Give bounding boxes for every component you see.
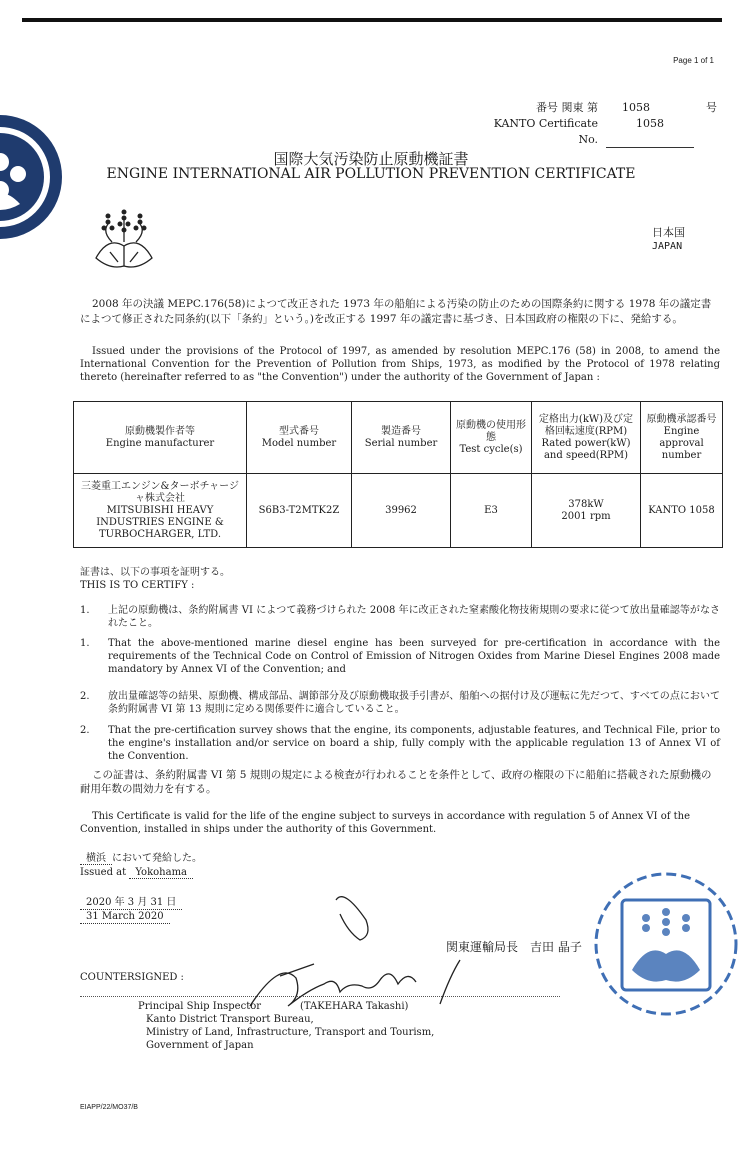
certify-item-1-jp: 1. 上記の原動機は、条約附属書 VI によつて義務づけられた 2008 年に改正された窒素酸化物技術規則の要求に従つて放出量確認等がなされたこと。 bbox=[80, 605, 720, 629]
certificate-number bbox=[478, 100, 717, 148]
top-rule bbox=[22, 18, 722, 22]
table-header: 製造番号 Serial number bbox=[352, 402, 451, 474]
country-en: JAPAN bbox=[652, 241, 683, 252]
cert-no-jp-label: 番号 関東 第 bbox=[536, 101, 598, 114]
cert-no-en-value: 1058 bbox=[606, 116, 694, 148]
form-code: EIAPP/22/MO37/B bbox=[80, 1104, 138, 1111]
table-header-row bbox=[74, 402, 723, 474]
country-jp: 日本国 bbox=[652, 226, 685, 239]
certify-item-2-jp: 2. 放出量確認等の結果、原動機、構成部品、調節部分及び原動機取扱手引書が、船舶への据付け及び運転に先だつて、すべての点において条約附属書 VI 第 13 規則に定める関係要件に適合していること。 bbox=[80, 691, 720, 715]
approval-cell: KANTO 1058 bbox=[641, 474, 723, 548]
validity-paragraph-en: This Certificate is valid for the life of the engine subject to surveys in accordance with regulation 5 of Annex VI of the Convention, installed in ships under the authority of this Government. bbox=[80, 811, 691, 835]
cert-no-jp-suffix: 号 bbox=[706, 101, 717, 114]
inspector-org-line: Ministry of Land, Infrastructure, Transport and Tourism, bbox=[146, 1027, 435, 1038]
table-header: 型式番号 Model number bbox=[247, 402, 352, 474]
table-row bbox=[74, 474, 723, 548]
intro-paragraph-jp: 2008 年の決議 MEPC.176(58)によつて改正された 1973 年の船舶による汚染の防止のための国際条約に関する 1978 年の議定書によつて修正された同条約(以下「条約」という。)を改正する 1997 年の議定書に基づき、日本国政府の権限の下に、発給する。 bbox=[80, 298, 712, 325]
cert-no-jp-value: 1058 bbox=[622, 101, 650, 114]
issue-date: 2020 年 3 月 31 日 31 March 2020 bbox=[80, 896, 182, 924]
validity-paragraph-jp: この証書は、条約附属書 VI 第 5 規則の規定による検査が行われることを条件として、政府の権限の下に船舶に搭載された原動機の耐用年数の間効力を有する。 bbox=[80, 769, 712, 795]
inspector-signature-icon bbox=[240, 880, 480, 1020]
model-cell: S6B3-T2MTK2Z bbox=[247, 474, 352, 548]
engine-table bbox=[73, 401, 723, 548]
cert-no-en-label: KANTO Certificate No. bbox=[493, 117, 598, 146]
inspector-org-line: Kanto District Transport Bureau, bbox=[146, 1014, 314, 1025]
certify-item-1-en: 1. That the above-mentioned marine diesel engine has been surveyed for pre-certification in accordance with the requirements of the Technical Code on Control of Emission of Nitrogen Oxides from Marine Diesel Engines 2008 made mandatory by Annex VI of the Convention; and bbox=[80, 638, 720, 675]
inspector-block bbox=[138, 1000, 434, 1052]
table-header: 原動機の使用形態 Test cycle(s) bbox=[451, 402, 532, 474]
issued-place: 横浜 において発給した。 Issued at Yokohama bbox=[80, 853, 202, 878]
inspector-name: (TAKEHARA Takashi) bbox=[300, 1001, 409, 1012]
manufacturer-cell: 三菱重工エンジン&ターボチャージャ株式会社 MITSUBISHI HEAVY INDUSTRIES ENGINE & TURBOCHARGER, LTD. bbox=[74, 474, 247, 548]
certify-item-2-en: 2. That the pre-certification survey shows that the engine, its components, adjustable features, and Technical File, prior to the engine's installation and/or service on board a ship, fully comply with the applicable regulation 13 of Annex VI of the Convention. bbox=[80, 725, 720, 762]
certify-heading: 証書は、以下の事項を証明する。 THIS IS TO CERTIFY : bbox=[80, 567, 230, 591]
issuing-official: 関東運輸局長 吉田 晶子 bbox=[446, 940, 582, 954]
intro-paragraph-en: Issued under the provisions of the Protocol of 1997, as amended by resolution MEPC.176 (58) in 2008, to amend the International Convention for the Prevention of Pollution from Ships, 1973, as modified by the Protocol of 1978 relating thereto (hereinafter referred to as "the Convention") under the authority of the Government of Japan : bbox=[80, 346, 720, 383]
serial-cell: 39962 bbox=[352, 474, 451, 548]
title-english: ENGINE INTERNATIONAL AIR POLLUTION PREVENTION CERTIFICATE bbox=[106, 166, 636, 182]
table-header: 定格出力(kW)及び定格回転速度(RPM) Rated power(kW) and speed(RPM) bbox=[532, 402, 641, 474]
signature-line bbox=[80, 996, 560, 997]
inspector-org-line: Government of Japan bbox=[146, 1040, 254, 1051]
title-japanese: 国際大気汚染防止原動機証書 bbox=[273, 150, 469, 168]
power-cell: 378kW 2001 rpm bbox=[532, 474, 641, 548]
countersigned-label: COUNTERSIGNED : bbox=[80, 972, 184, 983]
cycle-cell: E3 bbox=[451, 474, 532, 548]
page-number: Page 1 of 1 bbox=[673, 56, 714, 65]
paulownia-emblem-icon bbox=[88, 206, 160, 272]
table-header: 原動機製作者等 Engine manufacturer bbox=[74, 402, 247, 474]
official-stamp-icon bbox=[588, 862, 738, 1042]
country bbox=[652, 226, 685, 254]
inspector-title: Principal Ship Inspector bbox=[138, 1001, 262, 1012]
table-header: 原動機承認番号 Engine approval number bbox=[641, 402, 723, 474]
